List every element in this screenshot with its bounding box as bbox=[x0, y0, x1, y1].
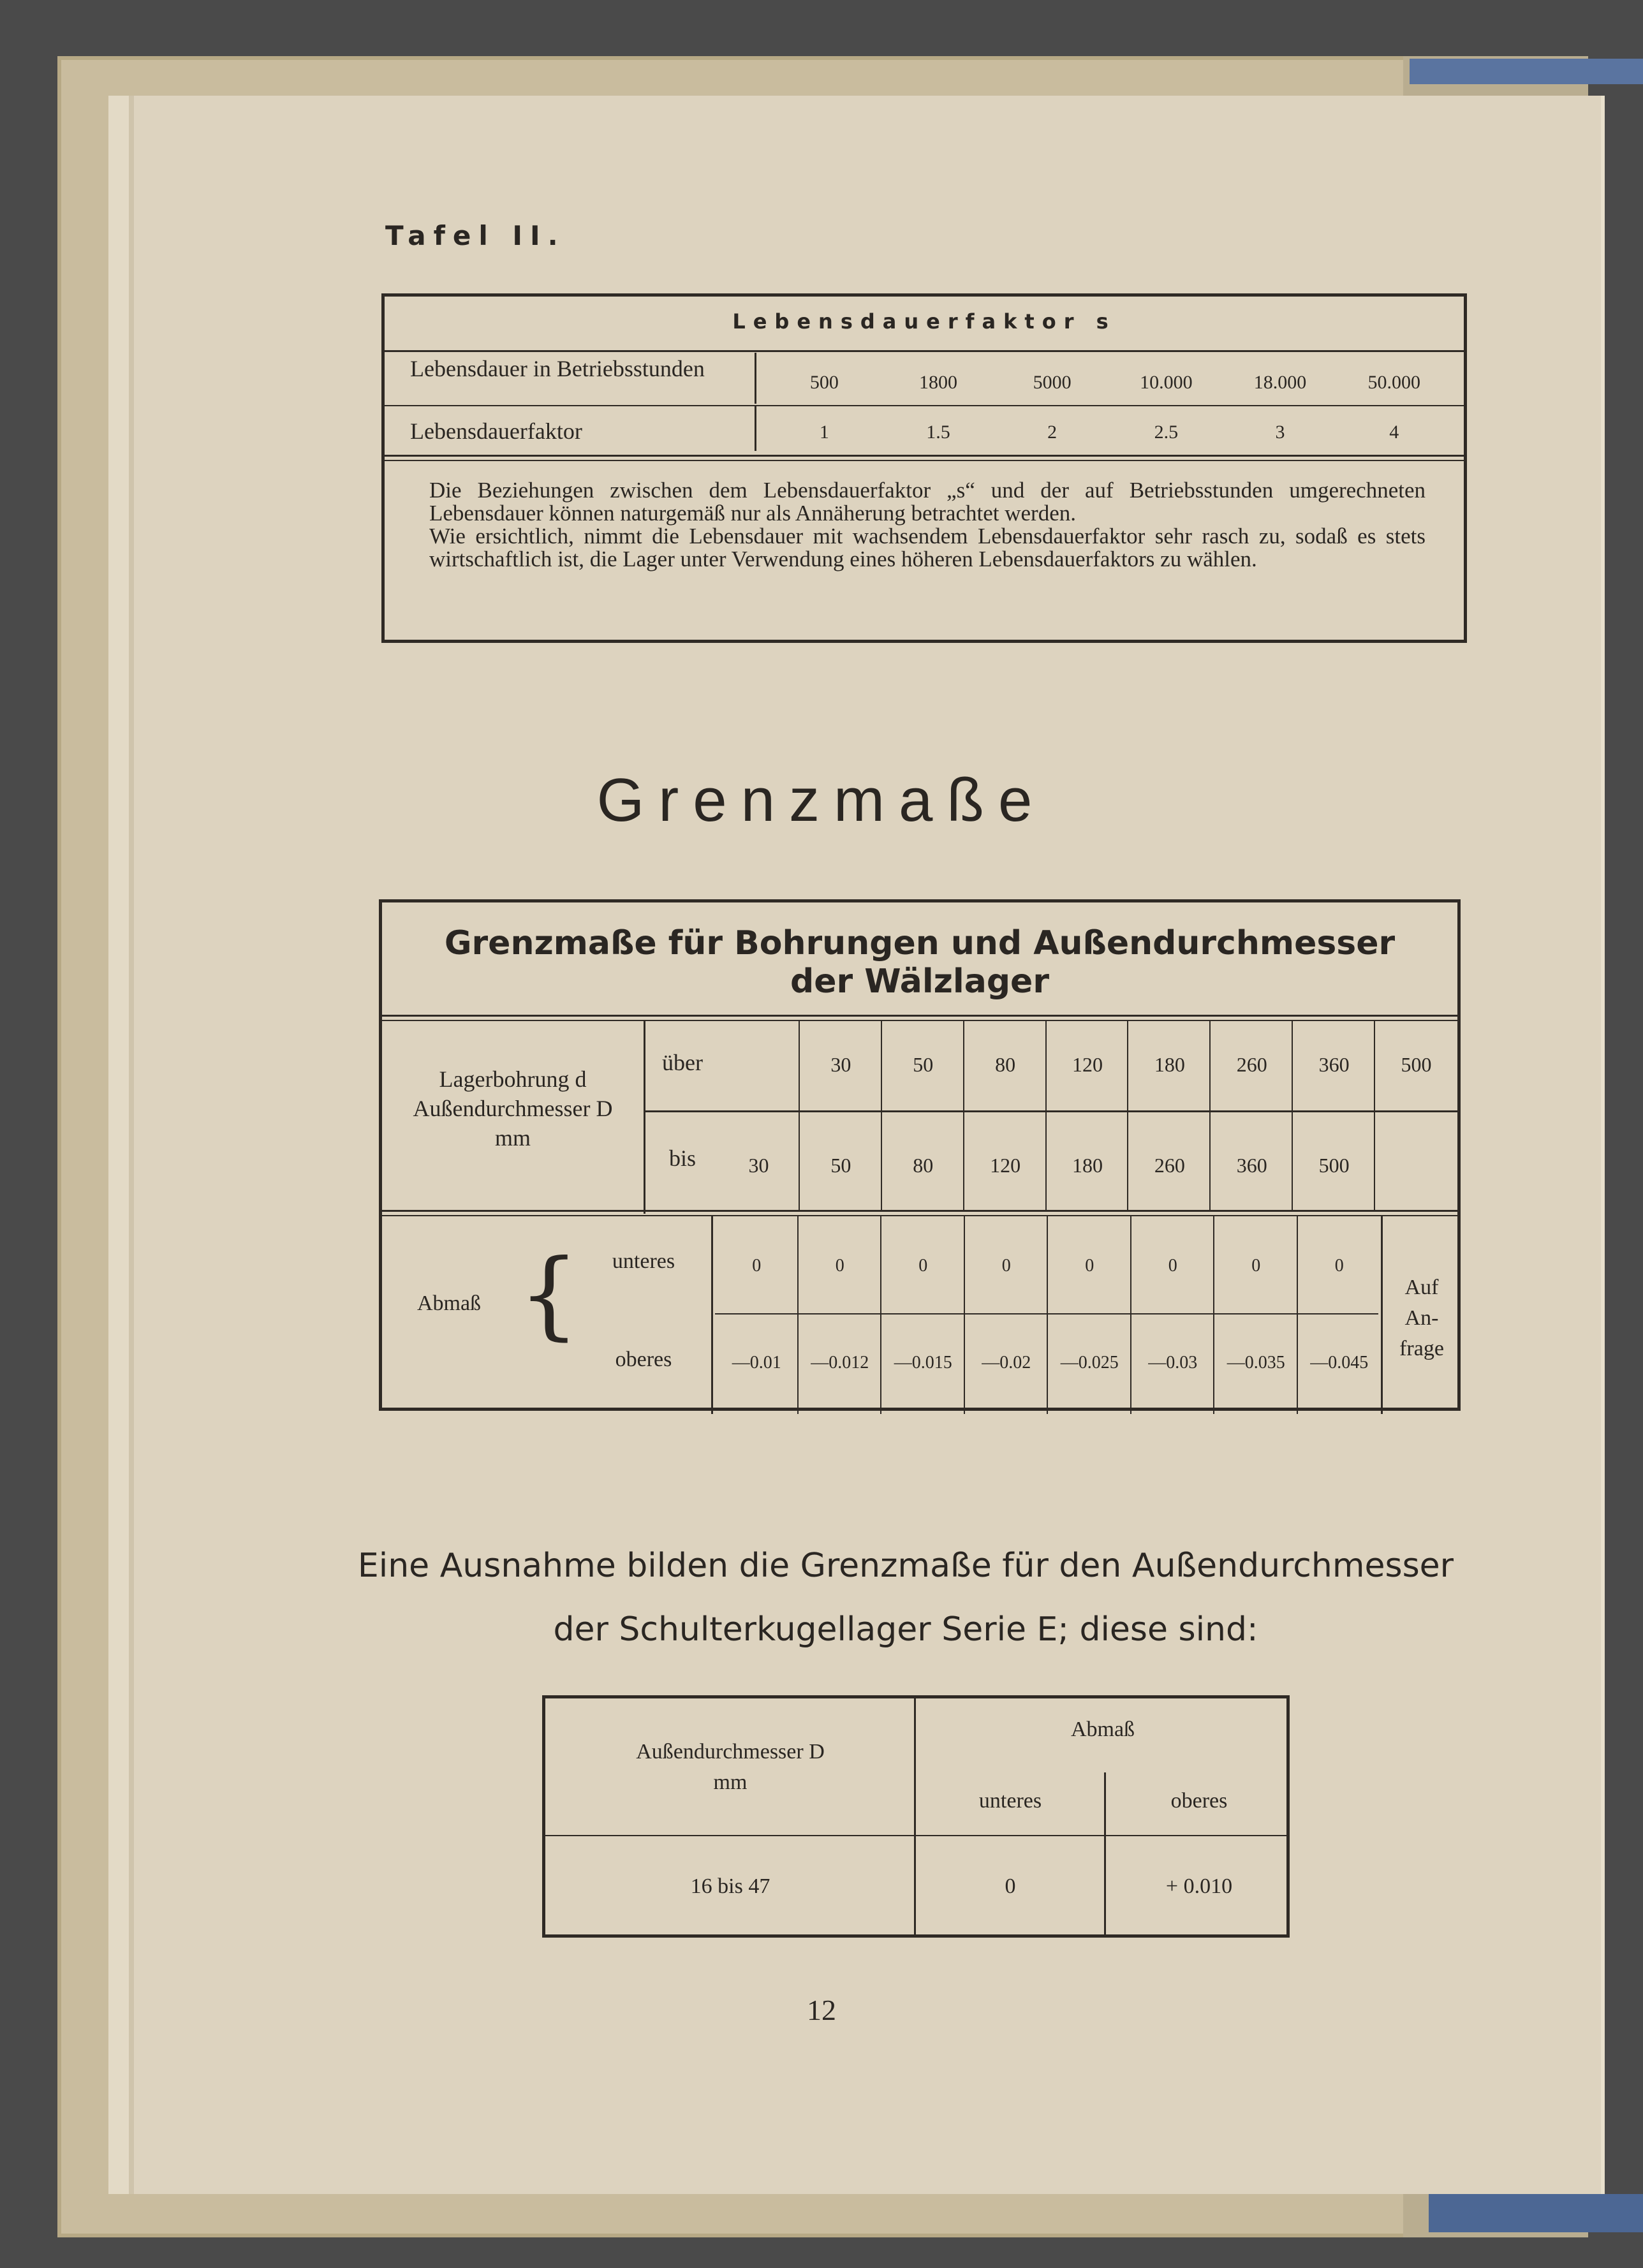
table-cell: 180 bbox=[1072, 1154, 1103, 1177]
divider bbox=[644, 1110, 1457, 1112]
text-line: der Schulterkugellager Serie E; diese sind: bbox=[553, 1610, 1258, 1649]
abmass-header: Abmaß bbox=[1070, 1718, 1135, 1741]
binding-tape-bottom bbox=[1429, 2194, 1643, 2232]
grenzmasse-table bbox=[379, 899, 1461, 1411]
table-cell: 0 bbox=[835, 1256, 844, 1276]
table-cell: 80 bbox=[913, 1154, 934, 1177]
table-cell: 4 bbox=[1389, 422, 1399, 443]
table-cell: —0.045 bbox=[1310, 1353, 1369, 1373]
divider bbox=[1292, 1021, 1293, 1210]
table-cell: 5000 bbox=[1033, 372, 1072, 393]
row-values bbox=[767, 422, 1451, 443]
divider bbox=[1104, 1772, 1106, 1934]
page-number: 12 bbox=[807, 1994, 836, 2026]
divider bbox=[1045, 1021, 1047, 1210]
table-cell: 500 bbox=[1318, 1154, 1350, 1177]
range-cell: 16 bis 47 bbox=[690, 1874, 770, 1898]
title-line: der Wälzlager bbox=[790, 962, 1049, 1001]
oberes-cell: + 0.010 bbox=[1165, 1874, 1233, 1898]
table-cell: 0 bbox=[1001, 1256, 1011, 1276]
divider bbox=[1374, 1021, 1375, 1210]
table-cell: 0 bbox=[1085, 1256, 1094, 1276]
header-line: mm bbox=[713, 1771, 748, 1794]
label-line: Außendurchmesser D bbox=[413, 1096, 613, 1121]
col1-header bbox=[545, 1737, 915, 1798]
divider bbox=[914, 1698, 916, 1934]
table-cell: —0.015 bbox=[894, 1353, 952, 1373]
note-line: frage bbox=[1399, 1337, 1444, 1360]
table-row bbox=[385, 353, 1464, 404]
row-label: Lebensdauer in Betriebsstunden bbox=[410, 356, 705, 381]
table-cell: 18.000 bbox=[1253, 372, 1307, 393]
divider bbox=[1047, 1216, 1048, 1414]
table-cell: 360 bbox=[1236, 1154, 1267, 1177]
table-cell: 30 bbox=[748, 1154, 769, 1177]
table-cell: —0.03 bbox=[1148, 1353, 1198, 1373]
table-cell: 0 bbox=[752, 1256, 762, 1276]
table-cell: 50 bbox=[913, 1053, 934, 1076]
table-cell: 0 bbox=[1334, 1256, 1344, 1276]
divider bbox=[881, 1021, 882, 1210]
table-cell: 10.000 bbox=[1140, 372, 1193, 393]
divider bbox=[385, 455, 1464, 457]
divider bbox=[385, 350, 1464, 352]
divider bbox=[1213, 1216, 1214, 1414]
note-paragraph: Die Beziehungen zwischen dem Lebensdauerfaktor „s“ und der auf Betriebsstunden umgerechneten Lebensdauer können naturgemäß nur als Annäherung betrachtet werden. bbox=[429, 478, 1426, 526]
page-edge bbox=[108, 96, 134, 2194]
unteres-cell: 0 bbox=[1005, 1874, 1016, 1898]
table-cell: 500 bbox=[1401, 1053, 1432, 1076]
divider bbox=[1381, 1216, 1383, 1414]
divider bbox=[1209, 1021, 1211, 1210]
divider bbox=[755, 353, 756, 404]
label-line: mm bbox=[494, 1125, 531, 1151]
title-line: Grenzmaße für Bohrungen und Außendurchmesser bbox=[444, 924, 1396, 962]
row-label bbox=[382, 1064, 644, 1152]
table-cell: 360 bbox=[1318, 1053, 1350, 1076]
table-cell: 2.5 bbox=[1154, 422, 1179, 443]
table-cell: 500 bbox=[809, 372, 839, 393]
divider bbox=[382, 1020, 1457, 1021]
text-line: Eine Ausnahme bilden die Grenzmaße für den Außendurchmesser bbox=[357, 1547, 1454, 1585]
table-cell: 2 bbox=[1047, 422, 1057, 443]
table-cell: 0 bbox=[1251, 1256, 1261, 1276]
label-line: Lagerbohrung d bbox=[439, 1066, 587, 1092]
table-cell: 30 bbox=[830, 1053, 851, 1076]
divider bbox=[382, 1015, 1457, 1017]
section-title: Grenzmaße bbox=[596, 766, 1047, 834]
divider bbox=[964, 1216, 965, 1414]
table-cell: 50 bbox=[830, 1154, 851, 1177]
table-cell: 3 bbox=[1275, 422, 1285, 443]
unteres-label: unteres bbox=[612, 1249, 675, 1273]
divider bbox=[880, 1216, 881, 1414]
divider bbox=[799, 1021, 800, 1210]
table-row bbox=[385, 406, 1464, 457]
exception-paragraph bbox=[332, 1534, 1480, 1661]
table-cell: 1800 bbox=[919, 372, 957, 393]
header-line: Außendurchmesser D bbox=[636, 1740, 825, 1764]
table-cell: 260 bbox=[1236, 1053, 1267, 1076]
abmass-label: Abmaß bbox=[416, 1292, 482, 1315]
table-cell: —0.025 bbox=[1060, 1353, 1119, 1373]
divider bbox=[711, 1216, 713, 1414]
table-cell: —0.01 bbox=[732, 1353, 781, 1373]
brace-icon: { bbox=[519, 1239, 580, 1350]
table-cell: —0.02 bbox=[982, 1353, 1031, 1373]
divider bbox=[545, 1835, 1286, 1836]
oberes-label: oberes bbox=[615, 1348, 672, 1371]
grenzmasse-table-title bbox=[382, 924, 1457, 1001]
divider bbox=[1127, 1021, 1128, 1210]
table-cell: 180 bbox=[1154, 1053, 1185, 1076]
oberes-header: oberes bbox=[1170, 1789, 1228, 1813]
divider bbox=[385, 460, 1464, 461]
row-label: Lebensdauerfaktor bbox=[410, 418, 582, 444]
binding-tape-top bbox=[1410, 59, 1643, 84]
tafel-title: Tafel II. bbox=[385, 220, 566, 251]
table-cell: 50.000 bbox=[1367, 372, 1420, 393]
lebensdauer-note bbox=[429, 479, 1426, 571]
divider bbox=[963, 1021, 964, 1210]
table-cell: —0.012 bbox=[811, 1353, 869, 1373]
exception-table bbox=[542, 1695, 1290, 1938]
table-cell: 80 bbox=[995, 1053, 1016, 1076]
table-cell: 1 bbox=[819, 422, 829, 443]
unteres-header: unteres bbox=[978, 1789, 1042, 1813]
lebensdauer-table-header: Lebensdauerfaktor s bbox=[732, 309, 1116, 334]
table-cell: 120 bbox=[1072, 1053, 1103, 1076]
divider bbox=[1130, 1216, 1131, 1414]
note-line: An- bbox=[1404, 1306, 1439, 1330]
lebensdauer-table bbox=[381, 293, 1467, 643]
divider bbox=[1297, 1216, 1298, 1414]
ueber-label: über bbox=[662, 1050, 703, 1075]
table-cell: 0 bbox=[1168, 1256, 1177, 1276]
divider bbox=[644, 1021, 645, 1214]
divider bbox=[755, 406, 756, 451]
row-values bbox=[767, 372, 1451, 394]
table-cell: —0.035 bbox=[1227, 1353, 1285, 1373]
table-cell: 120 bbox=[990, 1154, 1021, 1177]
table-cell: 1.5 bbox=[926, 422, 950, 443]
note-paragraph: Wie ersichtlich, nimmt die Lebensdauer mit wachsendem Lebensdauerfaktor sehr rasch zu, sodaß es stets wirtschaftlich ist, die Lager unter Verwendung eines höheren Lebensdauerfaktors zu wählen. bbox=[429, 524, 1426, 571]
divider bbox=[382, 1210, 1457, 1212]
divider bbox=[797, 1216, 799, 1414]
table-cell: 0 bbox=[918, 1256, 928, 1276]
auf-anfrage-note bbox=[1383, 1272, 1460, 1364]
bis-label: bis bbox=[668, 1145, 696, 1171]
table-cell: 260 bbox=[1154, 1154, 1185, 1177]
note-line: Auf bbox=[1404, 1276, 1439, 1299]
